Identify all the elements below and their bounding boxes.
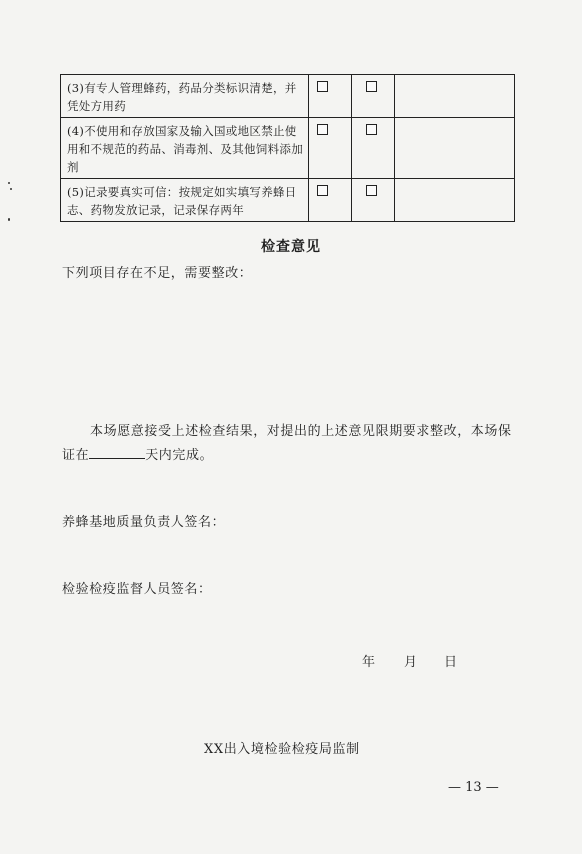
checkbox-no[interactable] [366,124,377,135]
commitment-prefix: 证在 [62,448,90,463]
remarks-cell [395,75,515,118]
date-year: 年 [362,655,376,670]
commitment-suffix: 天内完成。 [145,448,214,463]
checkbox-no[interactable] [366,185,377,196]
scan-speck [10,188,12,190]
issuer-line: XX出入境检验检疫局监制 [204,742,360,757]
days-blank-field[interactable] [89,446,145,459]
date-month: 月 [404,655,418,670]
section-title: 检查意见 [261,239,321,255]
scan-speck [8,182,10,184]
checkbox-yes[interactable] [317,185,328,196]
table-row [61,75,515,118]
scan-speck [8,218,10,221]
base-manager-signature-label: 养蜂基地质量负责人签名： [62,515,226,530]
checkbox-yes[interactable] [317,124,328,135]
item-text: (4)不使用和存放国家及输入国或地区禁止使用和不规范的药品、消毒剂、及其他饲料添加剂 [67,124,303,174]
commitment-line-1: 本场愿意接受上述检查结果，对提出的上述意见限期要求整改，本场保 [90,424,512,439]
inspector-signature-label: 检验检疫监督人员签名： [62,582,212,597]
checkbox-yes[interactable] [317,81,328,92]
item-text: (3)有专人管理蜂药，药品分类标识清楚，并凭处方用药 [67,81,297,113]
table-row [61,179,515,222]
table-row [61,118,515,179]
commitment-line-2 [62,444,213,463]
date-day: 日 [444,655,458,670]
inspection-table [60,74,515,222]
page-number: — 13 — [448,780,499,795]
deficiency-intro: 下列项目存在不足，需要整改： [62,266,253,281]
remarks-cell [395,118,515,179]
checkbox-no[interactable] [366,81,377,92]
item-text: (5)记录要真实可信：按规定如实填写养蜂日志、药物发放记录，记录保存两年 [67,185,297,217]
remarks-cell [395,179,515,222]
